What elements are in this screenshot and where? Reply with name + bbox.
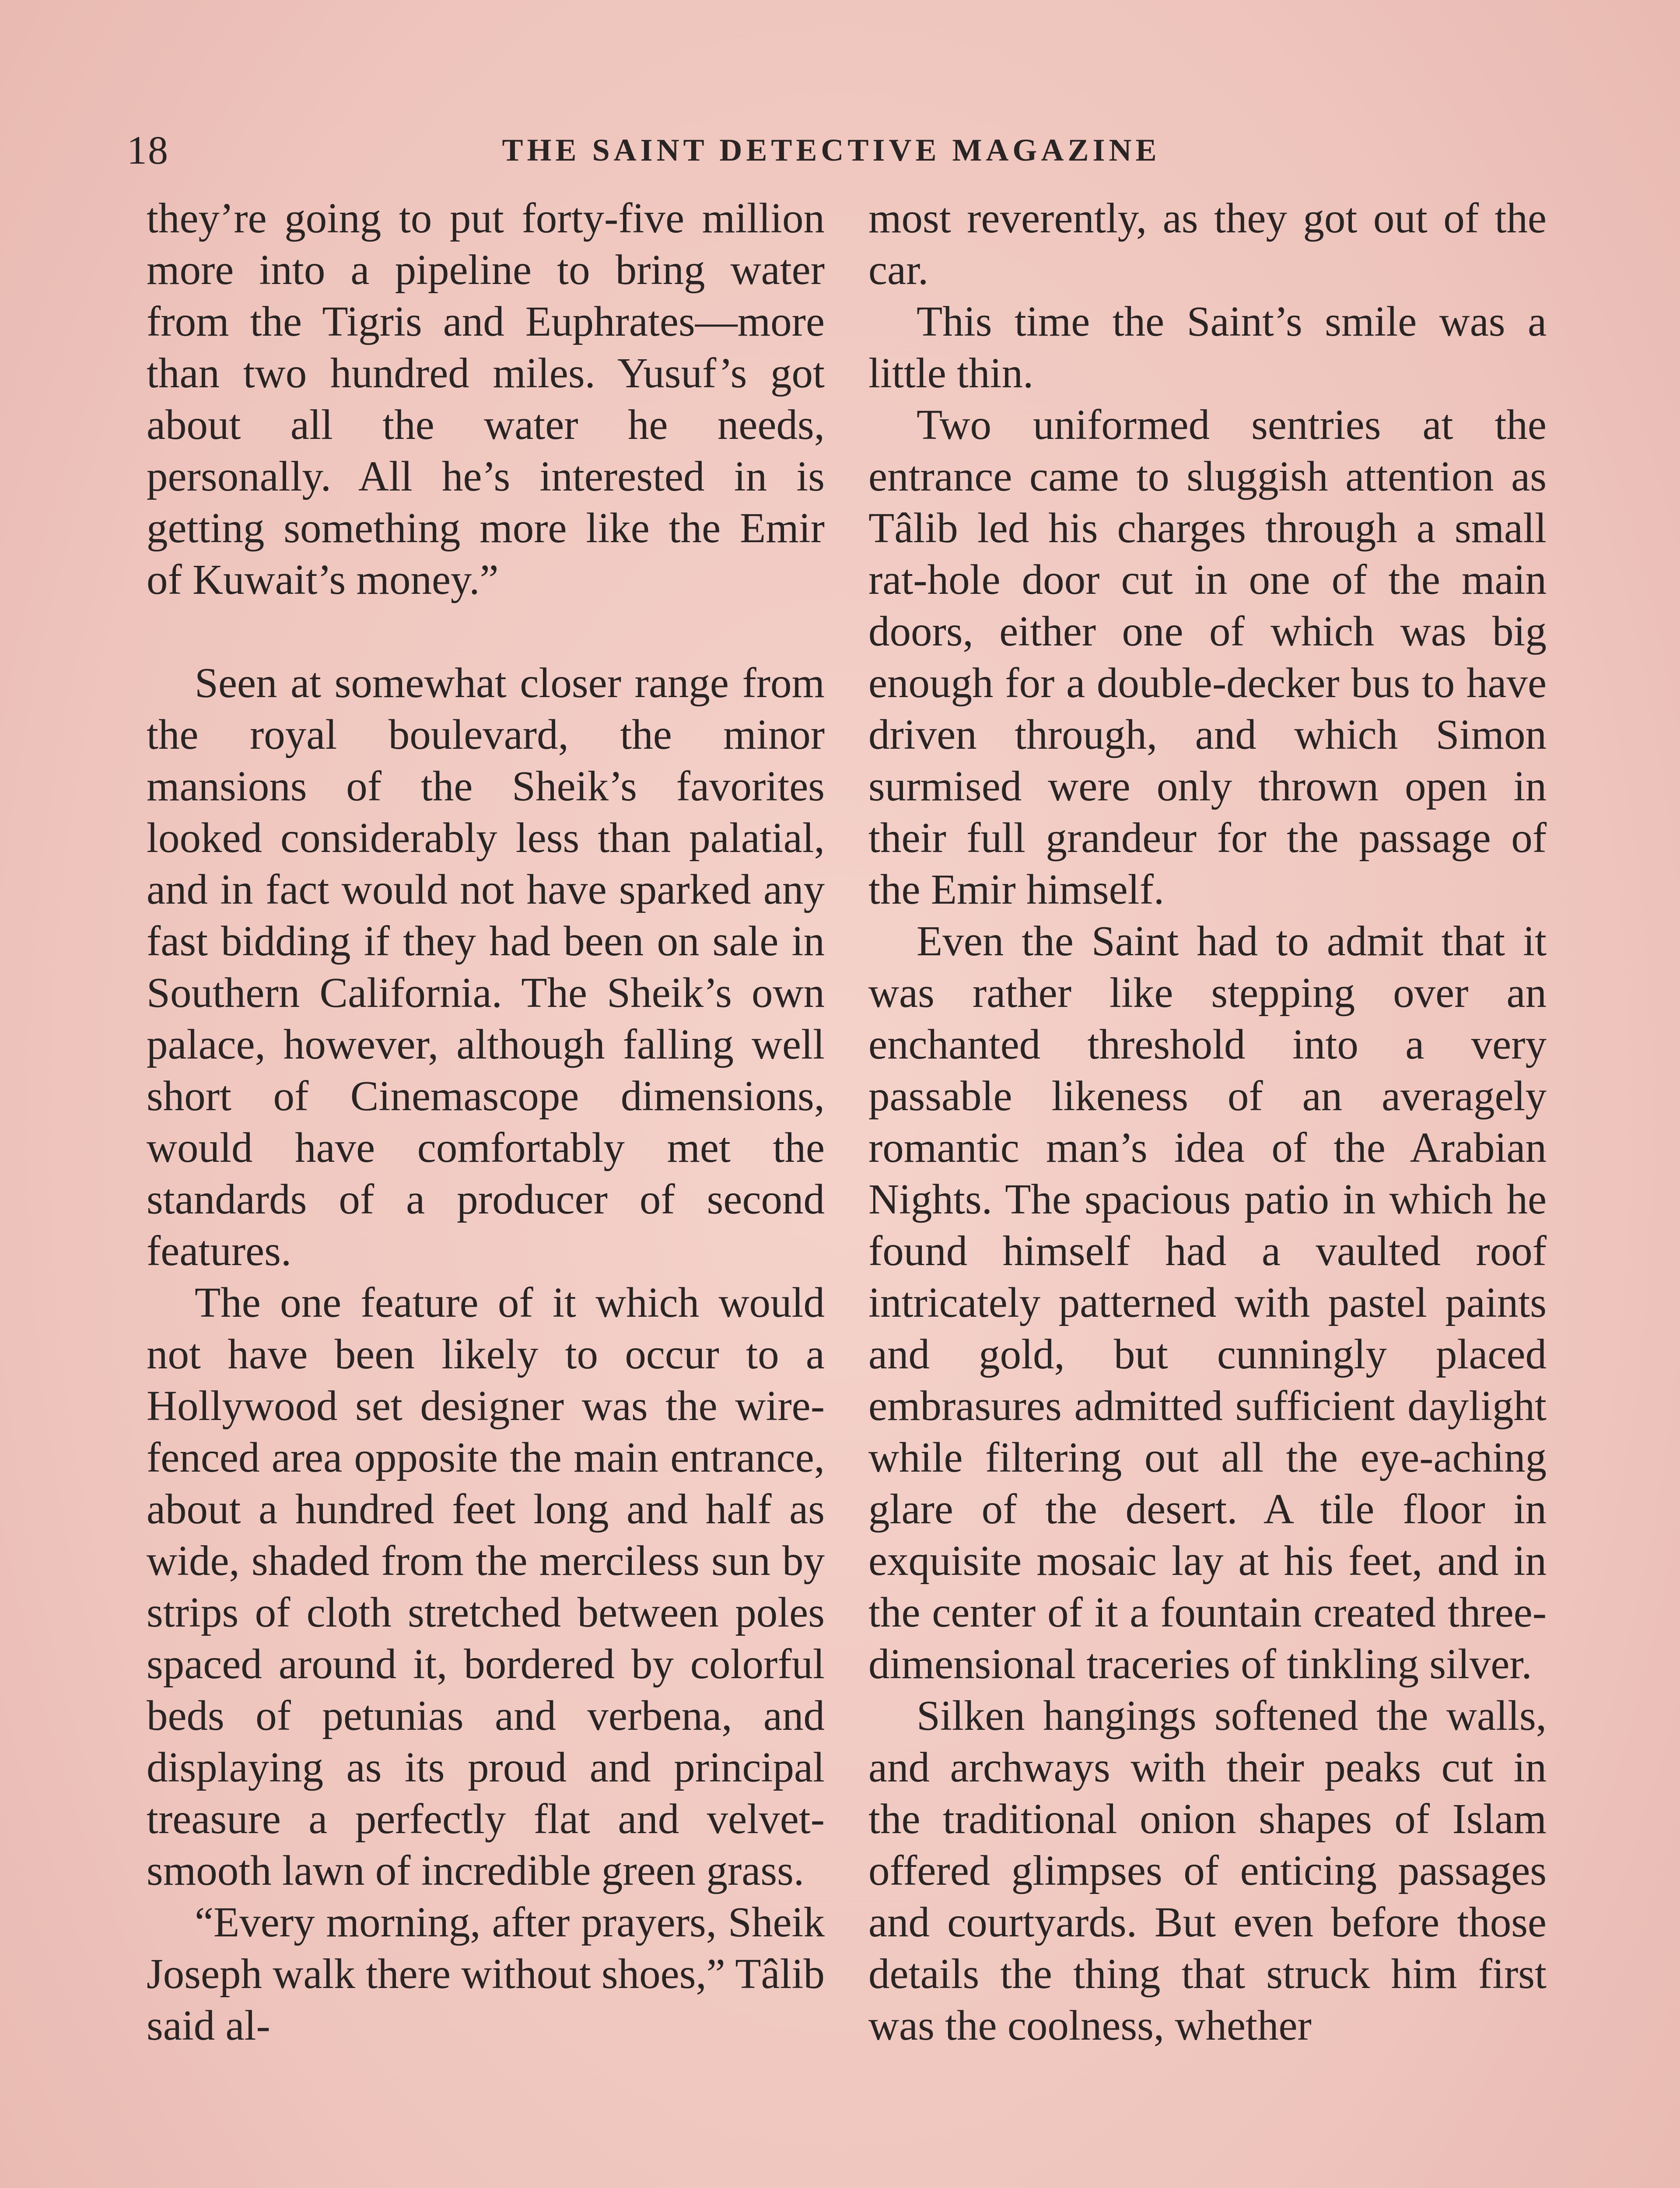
running-title: THE SAINT DETECTIVE MAGAZINE	[502, 133, 1161, 168]
paragraph-l3: The one feature of it which would not have been likely to occur to a Hollywood set designer was the wire-fenced area opposite the main entrance, about a hundred feet long and half as wide, shaded from the merciless sun by strips of cloth stretched between poles spaced around it, bordered by colorful beds of petunias and verbena, and displaying as its proud and principal treasure a perfectly flat and velvet-smooth lawn of incredible green grass.	[147, 1279, 825, 1894]
paragraph-r1: most reverently, as they got out of the car.	[868, 195, 1547, 293]
page-number: 18	[127, 128, 169, 172]
right-column	[868, 193, 1547, 2051]
left-column	[147, 193, 825, 2051]
paragraph-r4: Even the Saint had to admit that it was rather like stepping over an enchanted threshold into a very passable likeness of an averagely romantic man’s idea of the Arabian Nights. The spacious patio in which he found himself had a vaulted roof intricately patterned with pastel paints and gold, but cunningly placed embrasures admitted sufficient daylight while filtering out all the eye-aching glare of the desert. A tile floor in exquisite mosaic lay at his feet, and in the center of it a fountain created three-dimensional traceries of tinkling silver.	[868, 918, 1547, 1687]
paragraph-r3: Two uniformed sentries at the entrance came to sluggish attention as Tâlib led his charges through a small rat-hole door cut in one of the main doors, either one of which was big enough for a double-decker bus to have driven through, and which Simon surmised were only thrown open in their full grandeur for the passage of the Emir himself.	[868, 401, 1547, 913]
paragraph-l1: they’re going to put forty-five million more into a pipeline to bring water from the Tigris and Euphrates—more than two hundred miles. Yusuf’s got about all the water he needs, personally. All he’s interested in is getting something more like the Emir of Kuwait’s money.”	[147, 195, 825, 603]
paragraph-r2: This time the Saint’s smile was a little thin.	[868, 298, 1547, 396]
paragraph-l2: Seen at somewhat closer range from the royal boulevard, the minor mansions of the Sheik’s favorites looked considerably less than palatial, and in fact would not have sparked any fast bidding if they had been on sale in Southern California. The Sheik’s own palace, however, although falling well short of Cinemascope dimensions, would have comfortably met the standards of a producer of second features.	[147, 659, 825, 1274]
paragraph-l4: “Every morning, after prayers, Sheik Joseph walk there without shoes,” Tâlib said al-	[147, 1899, 825, 2049]
paragraph-r5: Silken hangings softened the walls, and archways with their peaks cut in the traditional onion shapes of Islam offered glimpses of enticing passages and courtyards. But even before those details the thing that struck him first was the coolness, whether	[868, 1692, 1547, 2049]
page-header	[127, 127, 1536, 175]
